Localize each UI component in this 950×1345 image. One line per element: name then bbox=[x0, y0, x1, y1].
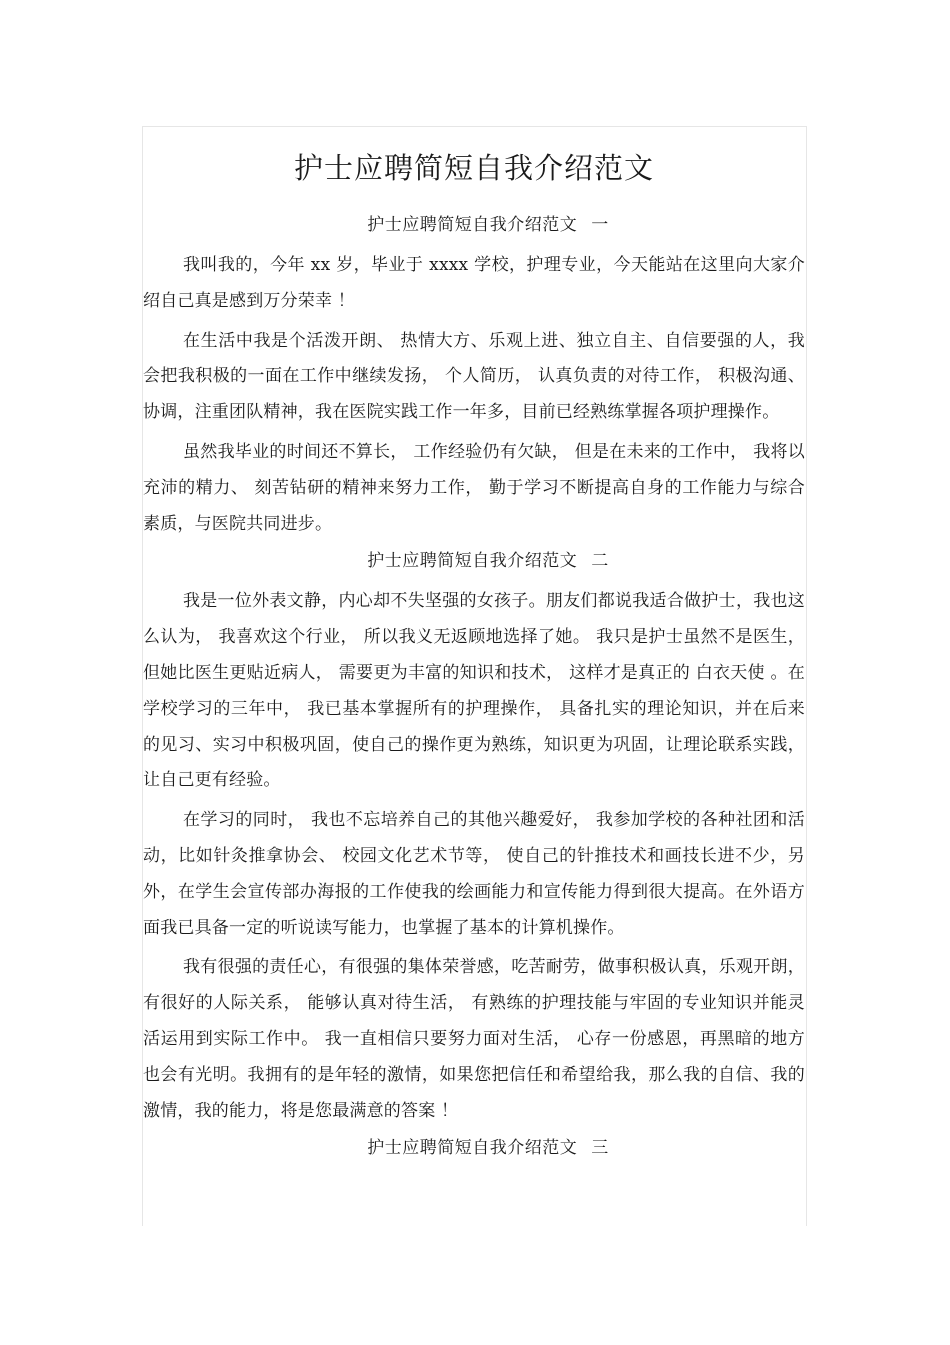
section-heading-text: 护士应聘简短自我介绍范文 bbox=[367, 1138, 578, 1159]
section-3 bbox=[143, 1135, 805, 1161]
paragraph: 我有很强的责任心，有很强的集体荣誉感，吃苦耐劳，做事积极认真，乐观开朗，有很好的人际关系， 能够认真对待生活， 有熟练的护理技能与牢固的专业知识并能灵活运用到实际工作中。 我一直相信只要努力面对生活， 心存一份感恩，再黑暗的地方也会有光明。我拥有的是年轻的激情，如果您把信任和希望给我，那么我的自信、我的激情，我的能力，将是您最满意的答案 ！ bbox=[143, 957, 805, 1121]
section-number: 一 bbox=[591, 215, 609, 235]
section-heading bbox=[171, 212, 805, 238]
section-number: 三 bbox=[591, 1138, 609, 1159]
document-body bbox=[143, 140, 805, 1171]
paragraph: 在生活中我是个活泼开朗、 热情大方、乐观上进、独立自主、自信要强的人，我会把我积极的一面在工作中继续发扬， 个人简历， 认真负责的对待工作， 积极沟通、协调，注重团队精神，我在医院实践工作一年多，目前已经熟练掌握各项护理操作。 bbox=[143, 330, 805, 423]
paragraph: 我叫我的，今年 xx 岁，毕业于 xxxx 学校，护理专业，今天能站在这里向大家介绍自己真是感到万分荣幸 ！ bbox=[143, 255, 805, 311]
section-heading bbox=[171, 1135, 805, 1161]
paragraph: 虽然我毕业的时间还不算长， 工作经验仍有欠缺， 但是在未来的工作中， 我将以充沛的精力、 刻苦钻研的精神来努力工作， 勤于学习不断提高自身的工作能力与综合素质，与医院共同进步。 bbox=[143, 441, 805, 534]
section-1 bbox=[143, 212, 805, 542]
paragraph: 在学习的同时， 我也不忘培养自己的其他兴趣爱好， 我参加学校的各种社团和活动，比如针灸推拿协会、 校园文化艺术节等， 使自己的针推技术和画技长进不少，另外，在学生会宣传部办海报的工作使我的绘画能力和宣传能力得到很大提高。在外语方面我已具备一定的听说读写能力，也掌握了基本的计算机操作。 bbox=[143, 810, 805, 938]
section-number: 二 bbox=[591, 551, 609, 572]
section-heading bbox=[171, 548, 805, 574]
paragraph: 我是一位外表文静，内心却不失坚强的女孩子。朋友们都说我适合做护士，我也这么认为， 我喜欢这个行业， 所以我义无返顾地选择了她。 我只是护士虽然不是医生， 但她比医生更贴近病人， 需要更为丰富的知识和技术， 这样才是真正的 白衣天使 。在学校学习的三年中， 我已基本掌握所有的护理操作， 具备扎实的理论知识，并在后来的见习、实习中积极巩固，使自己的操作更为熟练，知识更为巩固，让理论联系实践，让自己更有经验。 bbox=[143, 591, 805, 791]
section-heading-text: 护士应聘简短自我介绍范文 bbox=[367, 215, 578, 235]
section-heading-text: 护士应聘简短自我介绍范文 bbox=[367, 551, 578, 572]
section-2 bbox=[143, 548, 805, 1129]
document-title: 护士应聘简短自我介绍范文 bbox=[293, 151, 654, 185]
